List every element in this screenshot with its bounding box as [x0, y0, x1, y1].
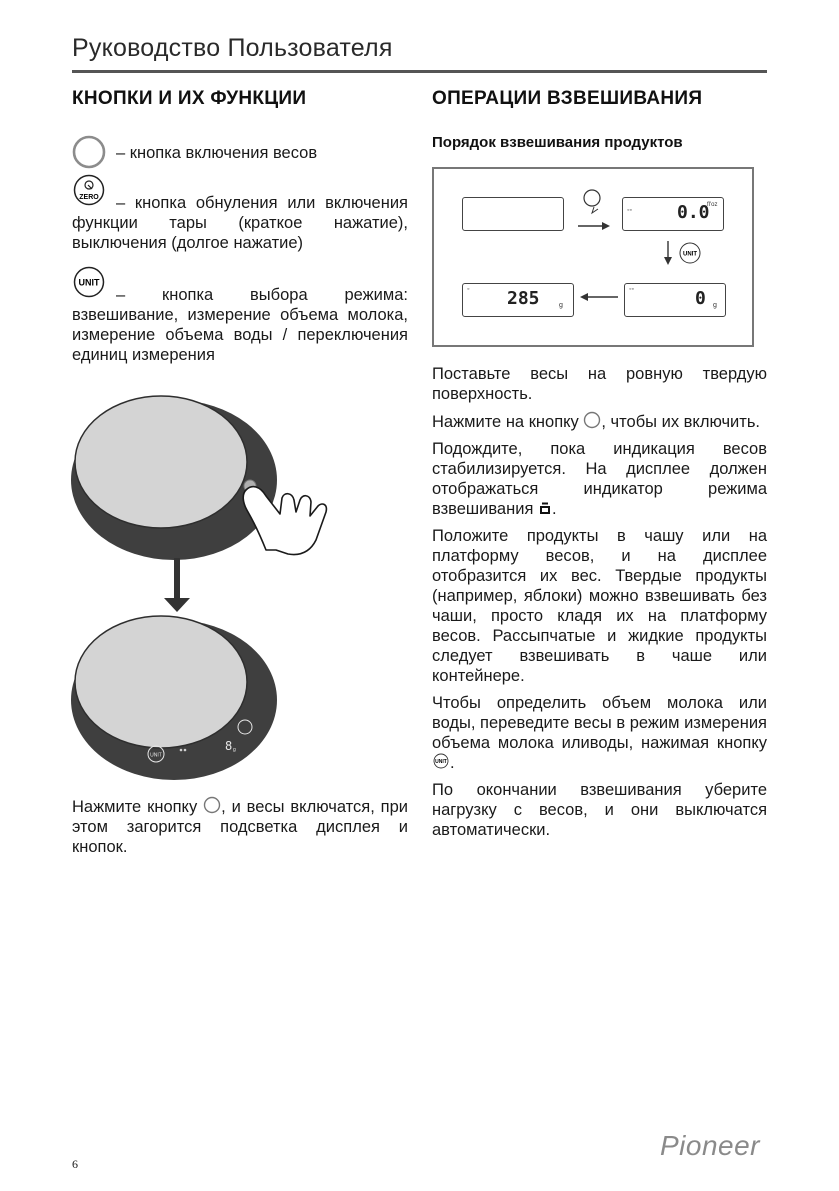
weighing-diagram	[432, 167, 754, 347]
lcd-mode-indicator: ◦◦	[629, 286, 634, 293]
scale-platform-top	[75, 396, 247, 528]
lcd-value: 0	[695, 288, 706, 309]
press-unit-icon	[660, 237, 710, 271]
page-title: Руководство Пользователя	[72, 34, 393, 62]
hand-icon	[243, 487, 326, 555]
caption-text: , и весы включатся, при этом загорится подсветка дисплея и кнопок.	[72, 798, 408, 856]
power-button-desc: – кнопка включения весов	[116, 144, 318, 162]
down-arrow-icon	[164, 558, 190, 612]
scale-digit: 8	[225, 739, 233, 753]
scale-indicator-dot	[184, 749, 187, 752]
section-heading-operations: ОПЕРАЦИИ ВЗВЕШИВАНИЯ	[432, 88, 703, 109]
page-number: 6	[72, 1157, 78, 1171]
lcd-unit: g	[559, 302, 563, 309]
step-2	[432, 411, 767, 432]
section-heading-buttons: КНОПКИ И ИХ ФУНКЦИИ	[72, 88, 307, 109]
step-text: Нажмите на кнопку	[432, 413, 579, 431]
brand-logo: Pioneer	[660, 1130, 761, 1161]
lcd-mode-indicator: ◦◦	[627, 207, 632, 214]
unit-button-inline-icon	[432, 753, 450, 769]
inline-unit-label: UNIT	[435, 759, 447, 765]
caption-text: Нажмите кнопку	[72, 798, 198, 816]
unit-icon-label: UNIT	[78, 277, 100, 288]
scale-digit-unit: g	[233, 747, 236, 753]
zero-button-desc: – кнопка обнуления или включения функции тары (краткое нажатие), выключения (долгое нажатие)	[72, 194, 408, 252]
lcd-blank	[462, 197, 564, 231]
zero-icon-label: ZERO	[79, 194, 99, 201]
weighing-mode-icon	[538, 501, 552, 515]
scale-platform-bottom	[75, 616, 247, 748]
step-text: Подождите, пока индикация весов стабилизируется. На дисплее должен отображаться индикатор режима взвешивания	[432, 440, 767, 518]
power-button-inline-icon	[583, 411, 601, 429]
header-divider	[72, 70, 767, 73]
lcd-value: 285	[507, 288, 540, 309]
step-4: Положите продукты в чашу или на платформу весов, и на дисплее отобразится их вес. Твердые продукты (например, яблоки) можно взвешивать без чаши, просто кладя их на платформу весов. Рассыпчатые и жидкие продукты следует взвешивать в чаше или контейнере.	[432, 527, 767, 685]
lcd-unit: g	[713, 302, 717, 309]
power-button-inline-icon	[203, 796, 221, 814]
press-power-icon	[568, 185, 618, 235]
diagram-unit-label: UNIT	[683, 251, 697, 258]
power-on-caption	[72, 796, 408, 857]
step-6: По окончании взвешивания уберите нагрузку с весов, и они выключатся автоматически.	[432, 781, 767, 839]
lcd-value: 0.0	[677, 202, 710, 223]
weighing-steps	[432, 364, 767, 840]
power-button-icon	[72, 135, 106, 169]
unit-button-desc: – кнопка выбора режима: взвешивание, измерение объема молока, измерение объема воды / переключения единиц измерения	[72, 286, 408, 364]
lcd-mode-indicator: ◦	[467, 286, 470, 293]
step-3: Подождите, пока индикация весов стабилизируется. На дисплее должен отображаться индикатор режима взвешивания .	[432, 440, 767, 518]
step-5: Чтобы определить объем молока или воды, переведите весы в режим измерения объема молока иливоды, нажимая кнопку UNIT .	[432, 694, 767, 772]
step-text: Чтобы определить объем молока или воды, переведите весы в режим измерения объема молока иливоды, нажимая кнопку	[432, 694, 767, 752]
left-arrow-icon	[578, 287, 622, 307]
subsection-heading: Порядок взвешивания продуктов	[432, 134, 683, 151]
lcd-unit: fl'oz	[707, 202, 718, 208]
lcd-zero-grams	[624, 283, 726, 317]
step-text: , чтобы их включить.	[601, 413, 761, 431]
scale-indicator-dot	[180, 749, 183, 752]
step-1: Поставьте весы на ровную твердую поверхность.	[432, 365, 767, 403]
lcd-zero-floz	[622, 197, 724, 231]
scale-illustration	[70, 390, 410, 790]
scale-unit-label: UNIT	[150, 752, 162, 759]
lcd-weight	[462, 283, 574, 317]
